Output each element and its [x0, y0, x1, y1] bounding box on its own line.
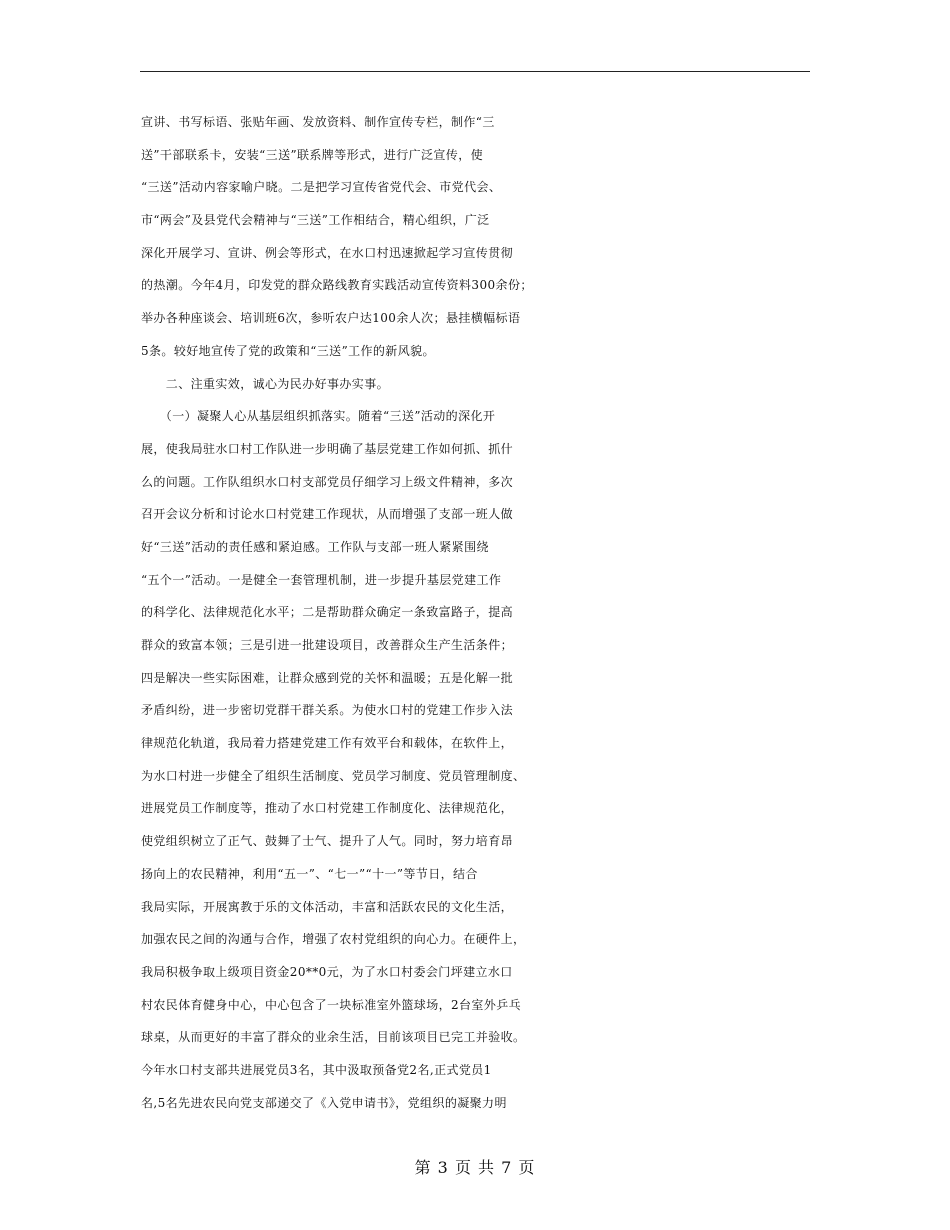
header-rule — [140, 71, 810, 72]
text-line: （一）凝聚人心从基层组织抓落实。随着“三送”活动的深化开 — [141, 409, 496, 424]
text-line: 举办各种座谈会、培训班6次，参听农户达100余人次；悬挂横幅标语 — [141, 311, 521, 326]
text-line: 村农民体育健身中心，中心包含了一块标准室外篮球场，2台室外乒乓 — [141, 997, 522, 1012]
text-line: 送”干部联系卡，安装“三送”联系牌等形式，进行广泛宣传，使 — [141, 147, 484, 162]
text-line: 展，使我局驻水口村工作队进一步明确了基层党建工作如何抓、抓什 — [141, 441, 514, 456]
text-line: 四是解决一些实际困难，让群众感到党的关怀和温暖；五是化解一批 — [141, 670, 514, 685]
section-heading: 二、注重实效，诚心为民办好事办实事。 — [141, 376, 390, 391]
text-line: 召开会议分析和讨论水口村党建工作现状，从而增强了支部一班人做 — [141, 507, 514, 522]
text-line: 加强农民之间的沟通与合作，增强了农村党组织的向心力。在硬件上， — [141, 932, 526, 947]
text-line: 宣讲、书写标语、张贴年画、发放资料、制作宣传专栏，制作“三 — [141, 115, 495, 129]
text-line: 球桌，从而更好的丰富了群众的业余生活，目前该项目已完工并验收。 — [141, 1030, 526, 1045]
text-line: 市“两会”及县党代会精神与“三送”工作相结合，精心组织，广泛 — [141, 213, 490, 228]
text-line: 矛盾纠纷，进一步密切党群干群关系。为使水口村的党建工作步入法 — [141, 703, 514, 718]
text-line: 名,5名先进农民向党支部递交了《入党申请书》，党组织的凝聚力明 — [141, 1095, 507, 1110]
text-line: 我局积极争取上级项目资金20**0元，为了水口村委会门坪建立水口 — [141, 964, 513, 979]
text-line: 使党组织树立了正气、鼓舞了士气、提升了人气。同时，努力培育昂 — [141, 834, 514, 849]
text-line: 的科学化、法律规范化水平；二是帮助群众确定一条致富路子，提高 — [141, 605, 514, 620]
text-line: 5条。较好地宣传了党的政策和“三送”工作的新风貌。 — [141, 343, 435, 358]
text-line: 律规范化轨道，我局着力搭建党建工作有效平台和载体，在软件上， — [141, 736, 514, 751]
text-line: 今年水口村支部共进展党员3名，其中汲取预备党2名,正式党员1 — [141, 1062, 492, 1077]
text-line: 群众的致富本领；三是引进一批建设项目，改善群众生产生活条件； — [141, 638, 514, 652]
text-line: 好“三送”活动的责任感和紧迫感。工作队与支部一班人紧紧围绕 — [141, 539, 489, 554]
text-line: 进展党员工作制度等，推动了水口村党建工作制度化、法律规范化， — [141, 801, 514, 816]
text-line: “三送”活动内容家喻户晓。二是把学习宣传省党代会、市党代会、 — [141, 180, 502, 195]
text-line: “五个一”活动。一是健全一套管理机制，进一步提升基层党建工作 — [141, 572, 502, 587]
text-line: 的热潮。今年4月，印发党的群众路线教育实践活动宣传资料300余份； — [141, 278, 533, 293]
body-text — [141, 106, 831, 1119]
text-line: 扬向上的农民精神，利用“五一”、“七一”“十一”等节日，结合 — [141, 866, 478, 881]
text-line: 深化开展学习、宣讲、例会等形式，在水口村迅速掀起学习宣传贯彻 — [141, 245, 514, 260]
text-line: 么的问题。工作队组织水口村支部党员仔细学习上级文件精神，多次 — [141, 474, 514, 489]
text-line: 为水口村进一步健全了组织生活制度、党员学习制度、党员管理制度、 — [141, 768, 526, 783]
text-line: 我局实际，开展寓教于乐的文体活动，丰富和活跃农民的文化生活， — [141, 899, 514, 914]
page-number-footer: 第 3 页 共 7 页 — [414, 1158, 536, 1177]
